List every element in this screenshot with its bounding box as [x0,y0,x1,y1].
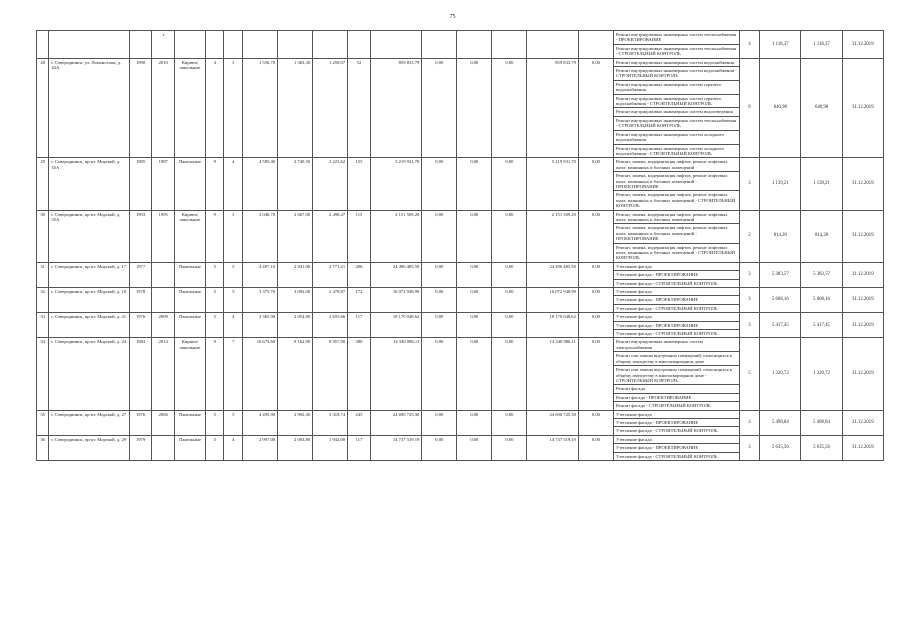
address: г. Северодвинск, пр-кт. Морской, д. 27 [49,410,129,435]
row-number: 32 [37,288,49,313]
premises-area: 2 992,30 [278,410,313,435]
works-cell [613,58,739,158]
wall-material: Панельные [175,410,206,435]
work-item: Ремонт внутридомовых инженерных систем теплоснабжения - СТРОИТЕЛЬНЫЙ КОНТРОЛЬ [615,45,737,57]
last-repair-year: 1987 [152,158,175,210]
owners-funds: 16 072 948,99 [527,288,579,313]
living-area: 3 318,74 [313,410,348,435]
last-repair-year: 2006 [152,410,175,435]
regional-funds: 0,00 [457,313,492,338]
max-cost: 5 498,84 [801,410,842,435]
living-area: 2 655,66 [313,313,348,338]
total-cost: 16 072 948,99 [370,288,422,313]
works-count: 8 [739,58,760,158]
works-count: 3 [739,435,760,460]
works-count: 3 [739,288,760,313]
total-area: 4 497,10 [243,262,278,287]
max-cost: 640,98 [801,58,842,158]
address: г. Северодвинск, пр-кт. Морской, д. 35А [49,210,129,262]
works-cell [613,262,739,287]
owners-funds: 14 340 086,11 [527,338,579,410]
residents: 117 [348,313,371,338]
work-item: Ремонт внутридомовых инженерных систем холодного водоснабжения - СТРОИТЕЛЬНЫЙ КОНТРОЛЬ [615,145,724,156]
works-cell [613,435,739,460]
work-item: Ремонт внутридомовых инженерных систем горячего водоснабжения [614,81,739,95]
premises-area: 1 363,30 [278,58,313,158]
residents: 245 [348,410,371,435]
other-funds: 0,00 [578,210,613,262]
last-repair-year: 2009 [152,313,175,338]
address: г. Северодвинск, пр-кт. Морской, д. 24 [49,338,129,410]
max-cost: 1 139,21 [801,158,842,210]
work-item: Ремонт внутридомовых инженерных систем горячего водоснабжения - СТРОИТЕЛЬНЫЙ КОНТРОЛЬ [614,95,739,109]
unit-cost: 1 320,72 [760,338,801,410]
work-item: Ремонт, замена, модернизация лифтов, ремонт лифтовых шахт, машинных и блочных помещений - ПРОЕКТИРОВАНИЕ [614,172,739,191]
max-cost: 5 635,56 [801,435,842,460]
total-area: 4 585,40 [243,158,278,210]
premises-area: 2 941,00 [278,262,313,287]
works-cell [613,338,739,410]
unit-cost: 5 498,84 [760,410,801,435]
floors: 9 [205,338,224,410]
living-area: 2 498,47 [313,210,348,262]
work-item: Ремонт внутридомовых инженерных систем водоотведения [614,108,739,116]
unit-cost: 1 118,37 [760,31,801,59]
living-area: 1 942,00 [313,435,348,460]
work-item: Утепление фасада - ПРОЕКТИРОВАНИЕ [614,444,739,452]
residents: 380 [348,338,371,410]
build-year: 1977 [129,262,152,287]
premises-area: 9 162,90 [278,338,313,410]
federal-funds: 0,00 [422,338,457,410]
premises-area: 2 003,80 [278,435,313,460]
row-number: 33 [37,313,49,338]
federal-funds: 0,00 [422,288,457,313]
work-item: Утепление фасада - СТРОИТЕЛЬНЫЙ КОНТРОЛЬ [615,280,718,286]
repair-program-table [36,30,884,461]
wall-material: т [152,31,175,59]
regional-funds: 0,00 [457,158,492,210]
owners-funds: 5 219 931,70 [527,158,579,210]
work-item: Ремонт, замена, модернизация лифтов, ремонт лифтовых шахт, машинных и блочных помещений - ПРОЕКТИРОВАНИЕ [614,224,739,243]
max-cost: 1 118,37 [801,31,842,59]
work-item: Ремонт внутридомовых инженерных систем теплоснабжения - ПРОЕКТИРОВАНИЕ [614,31,739,45]
deadline: 31.12.2019 [842,435,883,460]
address: г. Северодвинск, пр-кт. Морской, д. 35А [49,158,129,210]
build-year: 1984 [129,338,152,410]
living-area: 2 223,62 [313,158,348,210]
total-cost: 5 219 931,70 [370,158,422,210]
floors: 5 [205,313,224,338]
work-item: Утепление фасада [614,313,739,321]
build-year: 1976 [129,313,152,338]
unit-cost: 640,98 [760,58,801,158]
works-cell [613,210,739,262]
total-area: 1 556,70 [243,58,278,158]
empty-cell [205,31,224,59]
max-cost: 5 417,45 [801,313,842,338]
empty-cell [527,31,579,59]
living-area: 1 258,07 [313,58,348,158]
table-row [37,158,884,210]
work-item: Утепление фасада - СТРОИТЕЛЬНЫЙ КОНТРОЛЬ [615,331,718,337]
build-year: 1990 [129,58,152,158]
floors: 5 [205,262,224,287]
empty-cell [422,31,457,59]
total-area: 3 375,70 [243,288,278,313]
regional-funds: 0,00 [457,288,492,313]
total-cost: 2 151 509,20 [370,210,422,262]
wall-material: Кирпич/ панельные [175,58,206,158]
deadline: 31.12.2019 [842,210,883,262]
work-item: Утепление фасада - ПРОЕКТИРОВАНИЕ [614,271,739,279]
work-item: Утепление фасада - ПРОЕКТИРОВАНИЕ [614,322,739,330]
entrances: 4 [224,313,243,338]
entrances: 3 [224,210,243,262]
build-year: 1993 [129,210,152,262]
table-row [37,435,884,460]
regional-funds: 0,00 [457,435,492,460]
other-funds: 0,00 [578,313,613,338]
work-item: Ремонт или замена внутренних помещений, относящихся к общему имуществу в многоквартирном доме - СТРОИТЕЛЬНЫЙ КОНТРОЛЬ [614,366,739,385]
local-funds: 0,00 [492,288,527,313]
table-row [37,410,884,435]
table-row [37,288,884,313]
unit-cost: 5 383,57 [760,262,801,287]
works-count: 3 [739,158,760,210]
regional-funds: 0,00 [457,210,492,262]
owners-funds: 18 170 048,62 [527,313,579,338]
work-item: Ремонт внутридомовых инженерных систем электроснабжения [614,338,739,352]
floors: 5 [205,435,224,460]
empty-cell [243,31,278,59]
work-item: Утепление фасада - ПРОЕКТИРОВАНИЕ [614,419,739,427]
other-funds: 0,00 [578,262,613,287]
wall-material: Кирпич/ панельные [175,210,206,262]
row-number: 36 [37,435,49,460]
local-funds: 0,00 [492,210,527,262]
row-number: 35 [37,410,49,435]
deadline: 31.12.2019 [842,338,883,410]
max-cost: 814,20 [801,210,842,262]
local-funds: 0,00 [492,158,527,210]
floors: 9 [205,210,224,262]
work-item: Утепление фасада [614,288,739,296]
living-area: 2 476,87 [313,288,348,313]
deadline: 31.12.2019 [842,262,883,287]
local-funds: 0,00 [492,313,527,338]
empty-cell [175,31,206,59]
address: г. Северодвинск, пр-кт. Морской, д. 19 [49,288,129,313]
federal-funds: 0,00 [422,262,457,287]
empty-cell [370,31,422,59]
regional-funds: 0,00 [457,410,492,435]
premises-area: 3 093,00 [278,288,313,313]
residents: 115 [348,210,371,262]
max-cost: 5 668,16 [801,288,842,313]
deadline: 31.12.2019 [842,288,883,313]
other-funds: 0,00 [578,338,613,410]
total-cost: 859 833,79 [370,58,422,158]
address: г. Северодвинск, ул. Ломоносова, д. 43А [49,58,129,158]
wall-material: Кирпич/ панельные [175,338,206,410]
last-repair-year [152,288,175,313]
local-funds: 0,00 [492,338,527,410]
wall-material: Панельные [175,313,206,338]
living-area: 8 957,90 [313,338,348,410]
work-item: Утепление фасада [614,411,739,419]
address: г. Северодвинск, пр-кт. Морской, д. 21 [49,313,129,338]
work-item: Ремонт, замена, модернизация лифтов, ремонт лифтовых шахт, машинных и блочных помещений [614,158,739,172]
empty-cell [129,31,152,59]
table-row [37,313,884,338]
deadline: 31.12.2019 [842,58,883,158]
works-count: 5 [739,338,760,410]
unit-cost: 814,20 [760,210,801,262]
total-cost: 18 170 048,62 [370,313,422,338]
total-area: 3 046,70 [243,210,278,262]
residents: 155 [348,158,371,210]
row-number: 28 [37,58,49,158]
build-year: 1985 [129,158,152,210]
work-item: Ремонт, замена, модернизация лифтов, ремонт лифтовых шахт, машинных и блочных помещений - СТРОИТЕЛЬНЫЙ КОНТРОЛЬ [615,244,736,261]
entrances: 4 [224,158,243,210]
federal-funds: 0,00 [422,210,457,262]
last-repair-year [152,262,175,287]
regional-funds: 0,00 [457,338,492,410]
work-item: Ремонт внутридомовых инженерных систем теплоснабжения - СТРОИТЕЛЬНЫЙ КОНТРОЛЬ [614,117,739,131]
work-item: Ремонт внутридомовых инженерных систем холодного водоснабжения [614,131,739,145]
deadline: 31.12.2019 [842,31,883,59]
empty-cell [49,31,129,59]
premises-area: 2 740,50 [278,158,313,210]
work-item: Ремонт внутридомовых инженерных систем водоснабжения - СТРОИТЕЛЬНЫЙ КОНТРОЛЬ [614,67,739,81]
owners-funds: 24 496 485,50 [527,262,579,287]
total-area: 10 673,60 [243,338,278,410]
build-year: 1978 [129,288,152,313]
work-item: Ремонт фасада [614,385,739,393]
premises-area: 2 667,00 [278,210,313,262]
residents: 117 [348,435,371,460]
work-item: Утепление фасада [614,263,739,271]
last-repair-year: 1995 [152,210,175,262]
table-row [37,262,884,287]
max-cost: 1 320,72 [801,338,842,410]
owners-funds: 859 833,79 [527,58,579,158]
local-funds: 0,00 [492,435,527,460]
table-body [37,31,884,461]
works-cell [613,288,739,313]
wall-material: Панельные [175,158,206,210]
residents: 52 [348,58,371,158]
floors: 9 [205,158,224,210]
local-funds: 0,00 [492,262,527,287]
local-funds: 0,00 [492,410,527,435]
deadline: 31.12.2019 [842,313,883,338]
premises-area: 2 054,80 [278,313,313,338]
local-funds: 0,00 [492,58,527,158]
other-funds: 0,00 [578,158,613,210]
other-funds: 0,00 [578,288,613,313]
entrances: 5 [224,288,243,313]
work-item: Ремонт, замена, модернизация лифтов, ремонт лифтовых шахт, машинных и блочных помещений [614,211,739,225]
work-item: Утепление фасада - СТРОИТЕЛЬНЫЙ КОНТРОЛЬ [615,453,718,459]
residents: 206 [348,262,371,287]
other-funds: 0,00 [578,435,613,460]
works-count: 4 [739,31,760,59]
floors: 4 [205,58,224,158]
living-area: 2 771,21 [313,262,348,287]
works-cell [613,31,739,59]
empty-cell [313,31,348,59]
wall-material: Панельные [175,262,206,287]
entrances: 7 [224,338,243,410]
works-cell [613,313,739,338]
total-area: 4 495,90 [243,410,278,435]
federal-funds: 0,00 [422,58,457,158]
row-number: 30 [37,210,49,262]
owners-funds: 2 151 509,20 [527,210,579,262]
address: г. Северодвинск, пр-кт. Морской, д. 17 [49,262,129,287]
empty-cell [37,31,49,59]
max-cost: 5 383,57 [801,262,842,287]
empty-cell [492,31,527,59]
regional-funds: 0,00 [457,58,492,158]
work-item: Утепление фасада [614,436,739,444]
row-number: 29 [37,158,49,210]
works-count: 3 [739,410,760,435]
unit-cost: 5 635,56 [760,435,801,460]
empty-cell [224,31,243,59]
works-count: 3 [739,313,760,338]
total-cost: 24 690 725,30 [370,410,422,435]
deadline: 31.12.2019 [842,410,883,435]
empty-cell [348,31,371,59]
work-item: Ремонт, замена, модернизация лифтов, ремонт лифтовых шахт, машинных и блочных помещений - СТРОИТЕЛЬНЫЙ КОНТРОЛЬ [615,192,736,209]
residents: 172 [348,288,371,313]
total-area: 2 997,00 [243,435,278,460]
owners-funds: 24 690 725,30 [527,410,579,435]
deadline: 31.12.2019 [842,158,883,210]
entrances: 5 [224,410,243,435]
unit-cost: 5 668,16 [760,288,801,313]
works-cell [613,158,739,210]
work-item: Утепление фасада - СТРОИТЕЛЬНЫЙ КОНТРОЛЬ [615,428,718,434]
entrances: 4 [224,435,243,460]
unit-cost: 1 139,21 [760,158,801,210]
table-row [37,58,884,158]
floors: 5 [205,288,224,313]
other-funds: 0,00 [578,410,613,435]
entrances: 5 [224,262,243,287]
address: г. Северодвинск, пр-кт. Морской, д. 29 [49,435,129,460]
other-funds: 0,00 [578,58,613,158]
empty-cell [278,31,313,59]
federal-funds: 0,00 [422,313,457,338]
unit-cost: 5 417,45 [760,313,801,338]
federal-funds: 0,00 [422,410,457,435]
owners-funds: 14 737 319,19 [527,435,579,460]
row-number: 31 [37,262,49,287]
federal-funds: 0,00 [422,158,457,210]
work-item: Ремонт внутридомовых инженерных систем водоснабжения [614,59,739,67]
total-cost: 14 737 319,19 [370,435,422,460]
work-item: Ремонт фасада - ПРОЕКТИРОВАНИЕ [614,394,739,402]
table-row [37,210,884,262]
total-cost: 14 340 086,11 [370,338,422,410]
page-number: 75 [449,14,456,20]
floors: 5 [205,410,224,435]
empty-cell [457,31,492,59]
entrances: 3 [224,58,243,158]
total-area: 3 365,90 [243,313,278,338]
federal-funds: 0,00 [422,435,457,460]
total-cost: 24 496 485,50 [370,262,422,287]
work-item: Ремонт или замена внутренних помещений, относящихся к общему имуществу в многоквартирном доме [614,352,739,366]
wall-material: Панельные [175,288,206,313]
table-row [37,31,884,59]
table-row [37,338,884,410]
build-year: 1979 [129,435,152,460]
build-year: 1976 [129,410,152,435]
last-repair-year [152,435,175,460]
empty-cell [578,31,613,59]
work-item: Утепление фасада - ПРОЕКТИРОВАНИЕ [614,296,739,304]
wall-material: Панельные [175,435,206,460]
last-repair-year: 2010 [152,58,175,158]
last-repair-year: 2014 [152,338,175,410]
work-item: Утепление фасада - СТРОИТЕЛЬНЫЙ КОНТРОЛЬ [615,305,718,311]
works-count: 2 [739,210,760,262]
row-number: 34 [37,338,49,410]
works-count: 3 [739,262,760,287]
work-item: Ремонт фасада - СТРОИТЕЛЬНЫЙ КОНТРОЛЬ [615,403,711,409]
works-cell [613,410,739,435]
regional-funds: 0,00 [457,262,492,287]
